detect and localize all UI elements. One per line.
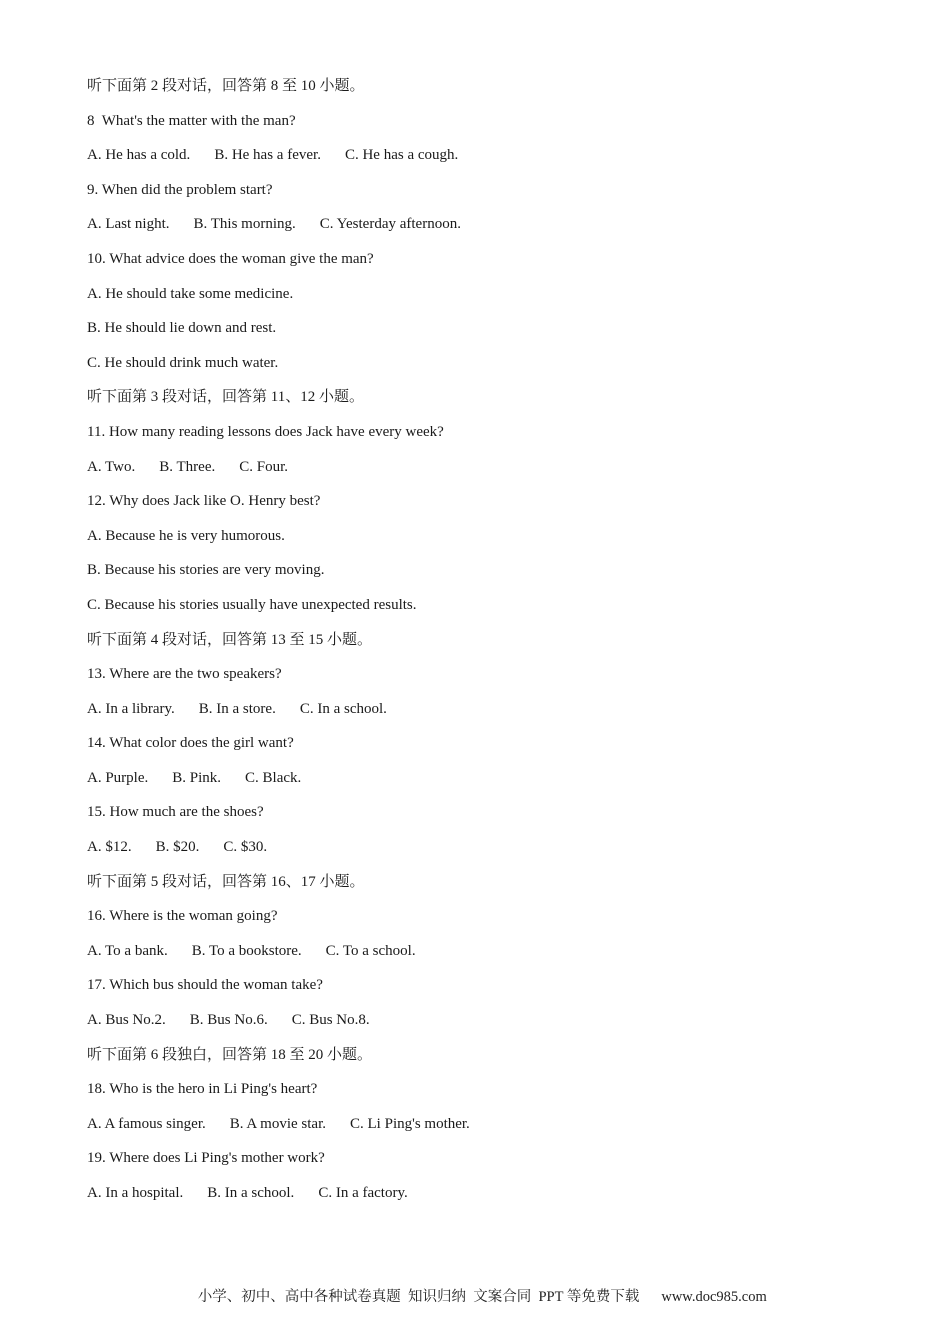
options-row <box>87 835 887 870</box>
answer-option: C. $30. <box>223 839 268 856</box>
footer-website: www.doc985.com <box>661 1289 767 1305</box>
options-row <box>87 455 887 490</box>
answer-option: A. Two. <box>87 458 136 475</box>
answer-option: B. Pink. <box>172 769 222 786</box>
question-text: 8 What's the matter with the man? <box>87 112 296 129</box>
question-text: 12. Why does Jack like O. Henry best? <box>87 493 321 510</box>
options-row <box>87 1112 887 1147</box>
section-heading: 听下面第 4 段对话，回答第 13 至 15 小题。 <box>87 631 373 648</box>
options-row <box>87 1008 887 1043</box>
options-row <box>87 766 887 801</box>
question-text: 11. How many reading lessons does Jack have every week? <box>87 423 444 440</box>
answer-option: B. To a bookstore. <box>191 942 302 959</box>
question-text: 18. Who is the hero in Li Ping's heart? <box>87 1081 318 1098</box>
answer-option: A. He should take some medicine. <box>87 285 294 302</box>
options-row <box>87 697 887 732</box>
section-heading: 听下面第 5 段对话，回答第 16、17 小题。 <box>87 873 365 890</box>
answer-option: B. In a store. <box>198 700 276 717</box>
answer-option: C. Black. <box>245 769 302 786</box>
answer-option: A. Last night. <box>87 216 170 233</box>
options-row <box>87 939 887 974</box>
answer-option: C. In a school. <box>299 700 387 717</box>
answer-option: C. Bus No.8. <box>291 1012 370 1029</box>
answer-option: B. Bus No.6. <box>189 1012 268 1029</box>
answer-option: B. $20. <box>155 839 200 856</box>
answer-option: B. In a school. <box>207 1185 295 1201</box>
question-text: 17. Which bus should the woman take? <box>87 977 323 994</box>
answer-option: A. To a bank. <box>87 942 168 959</box>
question-text: 9. When did the problem start? <box>87 181 273 198</box>
options-row <box>87 1181 887 1216</box>
options-row <box>87 143 887 178</box>
question-text: 19. Where does Li Ping's mother work? <box>87 1150 325 1167</box>
section-heading: 听下面第 6 段独白，回答第 18 至 20 小题。 <box>87 1046 373 1063</box>
answer-option: B. He has a fever. <box>214 147 321 164</box>
answer-option: A. He has a cold. <box>87 147 191 164</box>
answer-option: C. He should drink much water. <box>87 354 279 371</box>
answer-option: A. $12. <box>87 839 132 856</box>
answer-option: C. Because his stories usually have unexpected results. <box>87 596 417 613</box>
answer-option: C. Li Ping's mother. <box>350 1115 470 1132</box>
answer-option: A. A famous singer. <box>87 1115 206 1132</box>
answer-option: A. Bus No.2. <box>87 1012 166 1029</box>
answer-option: C. He has a cough. <box>344 147 459 164</box>
answer-option: B. A movie star. <box>229 1115 327 1132</box>
footer-text: 小学、初中、高中各种试卷真题 知识归纳 文案合同 PPT 等免费下载 <box>197 1289 640 1305</box>
answer-option: A. Purple. <box>87 769 149 786</box>
answer-option: A. Because he is very humorous. <box>87 527 285 544</box>
answer-option: B. This morning. <box>193 216 296 233</box>
answer-option: A. In a hospital. <box>87 1185 184 1201</box>
answer-option: C. In a factory. <box>318 1185 408 1201</box>
answer-option: B. Three. <box>159 458 216 475</box>
question-text: 13. Where are the two speakers? <box>87 666 282 683</box>
question-text: 16. Where is the woman going? <box>87 908 278 925</box>
answer-option: A. In a library. <box>87 700 175 717</box>
answer-option: B. He should lie down and rest. <box>87 320 277 337</box>
answer-option: C. To a school. <box>325 942 416 959</box>
exam-content <box>87 74 887 1216</box>
options-row <box>87 212 887 247</box>
question-text: 15. How much are the shoes? <box>87 804 264 821</box>
answer-option: C. Yesterday afternoon. <box>319 216 461 233</box>
question-text: 14. What color does the girl want? <box>87 735 294 752</box>
section-heading: 听下面第 3 段对话，回答第 11、12 小题。 <box>87 389 364 406</box>
answer-option: B. Because his stories are very moving. <box>87 562 325 579</box>
answer-option: C. Four. <box>239 458 288 475</box>
page-footer <box>0 1268 950 1323</box>
question-text: 10. What advice does the woman give the man? <box>87 250 374 267</box>
section-heading: 听下面第 2 段对话，回答第 8 至 10 小题。 <box>87 78 365 94</box>
